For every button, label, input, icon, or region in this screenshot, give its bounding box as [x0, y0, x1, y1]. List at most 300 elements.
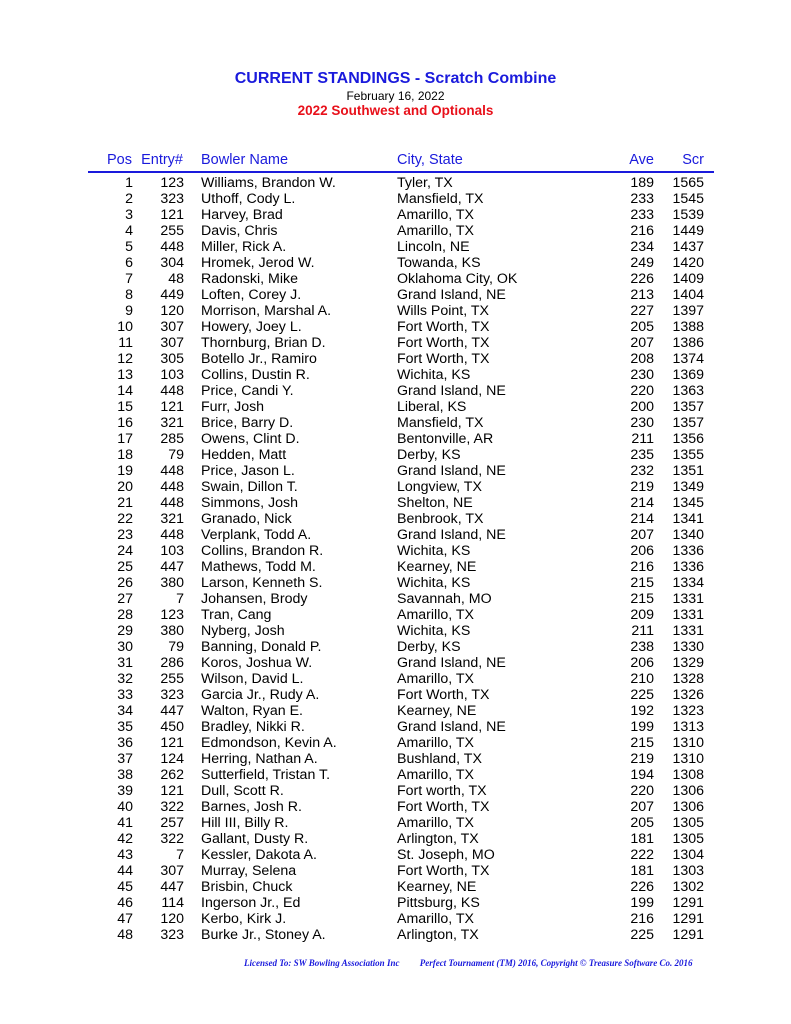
- cell-pos: 35: [117, 719, 133, 735]
- cell-pos: 5: [125, 239, 133, 255]
- cell-scr: 1306: [672, 799, 704, 815]
- cell-bowler-name: Price, Candi Y.: [201, 383, 294, 399]
- cell-city-state: Wills Point, TX: [397, 303, 489, 319]
- table-row: [0, 511, 791, 527]
- cell-ave: 207: [630, 335, 654, 351]
- cell-pos: 4: [125, 223, 133, 239]
- cell-scr: 1341: [672, 511, 704, 527]
- table-row: [0, 895, 791, 911]
- cell-ave: 216: [630, 223, 654, 239]
- cell-entry: 323: [160, 191, 184, 207]
- cell-entry: 449: [160, 287, 184, 303]
- table-row: [0, 783, 791, 799]
- cell-pos: 39: [117, 783, 133, 799]
- cell-pos: 1: [125, 175, 133, 191]
- cell-city-state: Kearney, NE: [397, 703, 477, 719]
- page-title: CURRENT STANDINGS - Scratch Combine: [234, 70, 557, 87]
- cell-entry: 307: [160, 335, 184, 351]
- cell-pos: 26: [117, 575, 133, 591]
- cell-entry: 447: [160, 559, 184, 575]
- cell-entry: 323: [160, 927, 184, 943]
- cell-pos: 42: [117, 831, 133, 847]
- table-row: [0, 239, 791, 255]
- cell-entry: 307: [160, 319, 184, 335]
- table-row: [0, 591, 791, 607]
- table-row: [0, 271, 791, 287]
- cell-city-state: Arlington, TX: [397, 831, 479, 847]
- cell-ave: 210: [630, 671, 654, 687]
- cell-scr: 1329: [672, 655, 704, 671]
- cell-city-state: Wichita, KS: [397, 575, 471, 591]
- table-row: [0, 927, 791, 943]
- cell-city-state: Oklahoma City, OK: [397, 271, 518, 287]
- cell-bowler-name: Tran, Cang: [201, 607, 272, 623]
- cell-city-state: Amarillo, TX: [397, 671, 474, 687]
- cell-city-state: Amarillo, TX: [397, 815, 474, 831]
- cell-city-state: Mansfield, TX: [397, 191, 484, 207]
- table-row: [0, 351, 791, 367]
- cell-scr: 1326: [672, 687, 704, 703]
- cell-scr: 1340: [672, 527, 704, 543]
- column-header-entry: Entry#: [141, 152, 183, 168]
- cell-bowler-name: Johansen, Brody: [201, 591, 308, 607]
- cell-bowler-name: Botello Jr., Ramiro: [201, 351, 317, 367]
- table-row: [0, 527, 791, 543]
- cell-scr: 1369: [672, 367, 704, 383]
- cell-ave: 225: [630, 927, 654, 943]
- cell-scr: 1328: [672, 671, 704, 687]
- table-row: [0, 415, 791, 431]
- table-row: [0, 863, 791, 879]
- cell-entry: 450: [160, 719, 184, 735]
- cell-entry: 448: [160, 495, 184, 511]
- cell-scr: 1357: [672, 415, 704, 431]
- table-row: [0, 543, 791, 559]
- cell-bowler-name: Ingerson Jr., Ed: [201, 895, 301, 911]
- cell-scr: 1565: [672, 175, 704, 191]
- cell-entry: 307: [160, 863, 184, 879]
- cell-bowler-name: Brice, Barry D.: [201, 415, 294, 431]
- table-row: [0, 751, 791, 767]
- cell-ave: 216: [630, 911, 654, 927]
- cell-pos: 29: [117, 623, 133, 639]
- cell-bowler-name: Radonski, Mike: [201, 271, 298, 287]
- cell-entry: 285: [160, 431, 184, 447]
- cell-city-state: Amarillo, TX: [397, 607, 474, 623]
- cell-entry: 121: [160, 207, 184, 223]
- cell-pos: 48: [117, 927, 133, 943]
- cell-entry: 48: [168, 271, 184, 287]
- cell-pos: 11: [118, 335, 133, 351]
- cell-pos: 14: [117, 383, 133, 399]
- table-row: [0, 287, 791, 303]
- cell-ave: 234: [630, 239, 654, 255]
- cell-city-state: Grand Island, NE: [397, 287, 506, 303]
- cell-scr: 1336: [672, 543, 704, 559]
- cell-scr: 1397: [672, 303, 704, 319]
- cell-pos: 18: [117, 447, 133, 463]
- cell-pos: 22: [117, 511, 133, 527]
- cell-city-state: Grand Island, NE: [397, 527, 506, 543]
- column-header-scr: Scr: [682, 152, 704, 168]
- table-row: [0, 831, 791, 847]
- cell-ave: 199: [630, 895, 654, 911]
- cell-bowler-name: Furr, Josh: [201, 399, 265, 415]
- cell-city-state: Grand Island, NE: [397, 463, 506, 479]
- cell-scr: 1545: [672, 191, 704, 207]
- cell-entry: 447: [160, 879, 184, 895]
- cell-scr: 1449: [672, 223, 704, 239]
- cell-city-state: Mansfield, TX: [397, 415, 484, 431]
- cell-ave: 205: [630, 319, 654, 335]
- table-row: [0, 799, 791, 815]
- cell-scr: 1409: [672, 271, 704, 287]
- cell-ave: 249: [630, 255, 654, 271]
- cell-ave: 192: [630, 703, 654, 719]
- cell-ave: 215: [630, 735, 654, 751]
- cell-city-state: Grand Island, NE: [397, 719, 506, 735]
- cell-scr: 1388: [672, 319, 704, 335]
- cell-pos: 20: [117, 479, 133, 495]
- cell-pos: 23: [117, 527, 133, 543]
- cell-scr: 1351: [672, 463, 704, 479]
- cell-entry: 79: [168, 639, 184, 655]
- cell-bowler-name: Burke Jr., Stoney A.: [201, 927, 326, 943]
- cell-entry: 121: [160, 735, 184, 751]
- cell-ave: 230: [630, 415, 654, 431]
- table-row: [0, 303, 791, 319]
- cell-city-state: Bentonville, AR: [397, 431, 494, 447]
- cell-city-state: Kearney, NE: [397, 559, 477, 575]
- cell-city-state: Fort Worth, TX: [397, 319, 490, 335]
- cell-entry: 255: [160, 671, 184, 687]
- cell-bowler-name: Kerbo, Kirk J.: [201, 911, 287, 927]
- table-row: [0, 495, 791, 511]
- cell-bowler-name: Hedden, Matt: [201, 447, 287, 463]
- table-row: [0, 463, 791, 479]
- cell-bowler-name: Nyberg, Josh: [201, 623, 285, 639]
- table-row: [0, 431, 791, 447]
- cell-bowler-name: Davis, Chris: [201, 223, 278, 239]
- cell-ave: 227: [630, 303, 654, 319]
- cell-scr: 1334: [672, 575, 704, 591]
- cell-city-state: Kearney, NE: [397, 879, 477, 895]
- cell-entry: 322: [160, 799, 184, 815]
- cell-city-state: Grand Island, NE: [397, 655, 506, 671]
- cell-pos: 3: [125, 207, 133, 223]
- cell-scr: 1386: [672, 335, 704, 351]
- table-row: [0, 703, 791, 719]
- cell-bowler-name: Swain, Dillon T.: [201, 479, 298, 495]
- cell-scr: 1437: [672, 239, 704, 255]
- cell-city-state: Benbrook, TX: [397, 511, 484, 527]
- cell-entry: 121: [160, 783, 184, 799]
- cell-entry: 120: [160, 303, 184, 319]
- cell-scr: 1331: [672, 607, 704, 623]
- cell-pos: 47: [117, 911, 133, 927]
- cell-scr: 1539: [672, 207, 704, 223]
- cell-entry: 79: [168, 447, 184, 463]
- cell-ave: 222: [630, 847, 654, 863]
- cell-city-state: Fort Worth, TX: [397, 351, 490, 367]
- cell-ave: 226: [630, 271, 654, 287]
- cell-city-state: Amarillo, TX: [397, 911, 474, 927]
- cell-entry: 447: [160, 703, 184, 719]
- cell-entry: 448: [160, 463, 184, 479]
- cell-ave: 226: [630, 879, 654, 895]
- cell-entry: 123: [160, 175, 184, 191]
- cell-city-state: Bushland, TX: [397, 751, 482, 767]
- cell-bowler-name: Gallant, Dusty R.: [201, 831, 309, 847]
- standings-date: February 16, 2022: [346, 89, 445, 103]
- cell-bowler-name: Edmondson, Kevin A.: [201, 735, 337, 751]
- cell-bowler-name: Granado, Nick: [201, 511, 292, 527]
- footer-license: [244, 958, 764, 968]
- table-row: [0, 479, 791, 495]
- cell-ave: 225: [630, 687, 654, 703]
- table-row: [0, 911, 791, 927]
- cell-entry: 323: [160, 687, 184, 703]
- footer-licensed-to: Licensed To: SW Bowling Association Inc: [244, 958, 400, 968]
- cell-bowler-name: Walton, Ryan E.: [201, 703, 303, 719]
- cell-pos: 21: [117, 495, 133, 511]
- cell-bowler-name: Verplank, Todd A.: [201, 527, 312, 543]
- cell-scr: 1305: [672, 815, 704, 831]
- cell-entry: 123: [160, 607, 184, 623]
- table-row: [0, 847, 791, 863]
- cell-entry: 7: [176, 847, 184, 863]
- cell-pos: 44: [117, 863, 133, 879]
- table-row: [0, 719, 791, 735]
- cell-city-state: Derby, KS: [397, 639, 461, 655]
- cell-scr: 1345: [672, 495, 704, 511]
- cell-entry: 448: [160, 383, 184, 399]
- cell-ave: 220: [630, 383, 654, 399]
- cell-pos: 33: [117, 687, 133, 703]
- cell-city-state: Lincoln, NE: [397, 239, 470, 255]
- cell-scr: 1374: [672, 351, 704, 367]
- cell-bowler-name: Koros, Joshua W.: [201, 655, 313, 671]
- cell-ave: 219: [630, 751, 654, 767]
- cell-ave: 181: [630, 831, 654, 847]
- cell-bowler-name: Bradley, Nikki R.: [201, 719, 305, 735]
- cell-scr: 1310: [672, 735, 704, 751]
- cell-entry: 448: [160, 479, 184, 495]
- table-row: [0, 207, 791, 223]
- cell-scr: 1363: [672, 383, 704, 399]
- cell-entry: 103: [160, 367, 184, 383]
- table-row: [0, 319, 791, 335]
- table-row: [0, 879, 791, 895]
- cell-scr: 1336: [672, 559, 704, 575]
- cell-pos: 19: [117, 463, 133, 479]
- cell-city-state: Grand Island, NE: [397, 383, 506, 399]
- cell-pos: 40: [117, 799, 133, 815]
- cell-scr: 1310: [672, 751, 704, 767]
- cell-bowler-name: Uthoff, Cody L.: [201, 191, 296, 207]
- table-row: [0, 623, 791, 639]
- cell-ave: 215: [630, 575, 654, 591]
- cell-city-state: Arlington, TX: [397, 927, 479, 943]
- cell-ave: 219: [630, 479, 654, 495]
- cell-pos: 30: [117, 639, 133, 655]
- cell-scr: 1323: [672, 703, 704, 719]
- table-row: [0, 607, 791, 623]
- cell-entry: 286: [160, 655, 184, 671]
- cell-city-state: Fort Worth, TX: [397, 335, 490, 351]
- cell-city-state: St. Joseph, MO: [397, 847, 495, 863]
- cell-pos: 38: [117, 767, 133, 783]
- cell-entry: 448: [160, 239, 184, 255]
- cell-city-state: Wichita, KS: [397, 623, 471, 639]
- cell-pos: 34: [117, 703, 133, 719]
- cell-city-state: Wichita, KS: [397, 367, 471, 383]
- table-row: [0, 175, 791, 191]
- cell-entry: 322: [160, 831, 184, 847]
- cell-ave: 215: [630, 591, 654, 607]
- cell-entry: 305: [160, 351, 184, 367]
- table-row: [0, 815, 791, 831]
- cell-entry: 380: [160, 575, 184, 591]
- cell-pos: 9: [125, 303, 133, 319]
- cell-city-state: Fort Worth, TX: [397, 863, 490, 879]
- cell-ave: 199: [630, 719, 654, 735]
- cell-bowler-name: Harvey, Brad: [201, 207, 283, 223]
- table-row: [0, 447, 791, 463]
- table-row: [0, 367, 791, 383]
- cell-city-state: Shelton, NE: [397, 495, 473, 511]
- cell-bowler-name: Owens, Clint D.: [201, 431, 300, 447]
- cell-bowler-name: Banning, Donald P.: [201, 639, 322, 655]
- cell-scr: 1291: [672, 927, 704, 943]
- cell-bowler-name: Morrison, Marshal A.: [201, 303, 332, 319]
- cell-ave: 233: [630, 207, 654, 223]
- table-row: [0, 223, 791, 239]
- cell-ave: 206: [630, 543, 654, 559]
- cell-city-state: Pittsburg, KS: [397, 895, 480, 911]
- cell-bowler-name: Barnes, Josh R.: [201, 799, 302, 815]
- cell-bowler-name: Miller, Rick A.: [201, 239, 287, 255]
- cell-pos: 15: [117, 399, 133, 415]
- cell-scr: 1404: [672, 287, 704, 303]
- cell-city-state: Fort worth, TX: [397, 783, 487, 799]
- table-row: [0, 399, 791, 415]
- cell-ave: 206: [630, 655, 654, 671]
- cell-scr: 1331: [672, 623, 704, 639]
- cell-ave: 181: [630, 863, 654, 879]
- cell-bowler-name: Larson, Kenneth S.: [201, 575, 323, 591]
- table-row: [0, 687, 791, 703]
- cell-bowler-name: Collins, Dustin R.: [201, 367, 310, 383]
- cell-scr: 1291: [672, 895, 704, 911]
- table-row: [0, 575, 791, 591]
- cell-pos: 8: [125, 287, 133, 303]
- table-row: [0, 559, 791, 575]
- table-row: [0, 767, 791, 783]
- cell-pos: 6: [125, 255, 133, 271]
- cell-entry: 262: [160, 767, 184, 783]
- cell-pos: 37: [117, 751, 133, 767]
- cell-scr: 1303: [672, 863, 704, 879]
- cell-scr: 1355: [672, 447, 704, 463]
- cell-bowler-name: Kessler, Dakota A.: [201, 847, 317, 863]
- cell-city-state: Derby, KS: [397, 447, 461, 463]
- cell-pos: 25: [117, 559, 133, 575]
- cell-bowler-name: Herring, Nathan A.: [201, 751, 318, 767]
- cell-ave: 235: [630, 447, 654, 463]
- header-rule: [88, 171, 714, 173]
- table-row: [0, 255, 791, 271]
- cell-scr: 1349: [672, 479, 704, 495]
- cell-entry: 7: [176, 591, 184, 607]
- event-subtitle: 2022 Southwest and Optionals: [297, 103, 494, 118]
- cell-city-state: Amarillo, TX: [397, 735, 474, 751]
- cell-city-state: Amarillo, TX: [397, 207, 474, 223]
- cell-ave: 238: [630, 639, 654, 655]
- cell-ave: 211: [631, 623, 654, 639]
- cell-entry: 257: [160, 815, 184, 831]
- column-header-city-state: City, State: [397, 152, 463, 168]
- cell-bowler-name: Loften, Corey J.: [201, 287, 302, 303]
- cell-entry: 304: [160, 255, 184, 271]
- footer-copyright: Perfect Tournament (TM) 2016, Copyright © Treasure Software Co. 2016: [419, 958, 693, 968]
- cell-entry: 103: [160, 543, 184, 559]
- cell-bowler-name: Hill III, Billy R.: [201, 815, 289, 831]
- cell-pos: 43: [117, 847, 133, 863]
- cell-scr: 1305: [672, 831, 704, 847]
- cell-scr: 1313: [672, 719, 704, 735]
- cell-city-state: Fort Worth, TX: [397, 687, 490, 703]
- cell-entry: 255: [160, 223, 184, 239]
- cell-ave: 211: [631, 431, 654, 447]
- cell-pos: 2: [125, 191, 133, 207]
- cell-bowler-name: Murray, Selena: [201, 863, 297, 879]
- column-header-pos: Pos: [107, 152, 132, 168]
- cell-ave: 208: [630, 351, 654, 367]
- table-row: [0, 335, 791, 351]
- cell-bowler-name: Collins, Brandon R.: [201, 543, 324, 559]
- cell-ave: 214: [630, 495, 654, 511]
- cell-ave: 213: [630, 287, 654, 303]
- cell-pos: 32: [117, 671, 133, 687]
- cell-scr: 1291: [672, 911, 704, 927]
- cell-ave: 189: [630, 175, 654, 191]
- cell-city-state: Amarillo, TX: [397, 223, 474, 239]
- table-row: [0, 383, 791, 399]
- cell-entry: 120: [160, 911, 184, 927]
- cell-ave: 209: [630, 607, 654, 623]
- cell-ave: 232: [630, 463, 654, 479]
- cell-ave: 214: [630, 511, 654, 527]
- cell-ave: 233: [630, 191, 654, 207]
- cell-scr: 1308: [672, 767, 704, 783]
- cell-city-state: Wichita, KS: [397, 543, 471, 559]
- cell-bowler-name: Wilson, David L.: [201, 671, 304, 687]
- column-header-ave: Ave: [629, 152, 654, 168]
- cell-entry: 321: [160, 511, 184, 527]
- cell-city-state: Longview, TX: [397, 479, 482, 495]
- cell-pos: 31: [117, 655, 133, 671]
- table-row: [0, 655, 791, 671]
- cell-scr: 1420: [672, 255, 704, 271]
- cell-bowler-name: Garcia Jr., Rudy A.: [201, 687, 320, 703]
- cell-bowler-name: Mathews, Todd M.: [201, 559, 316, 575]
- cell-pos: 16: [117, 415, 133, 431]
- table-row: [0, 639, 791, 655]
- cell-ave: 207: [630, 527, 654, 543]
- cell-entry: 124: [160, 751, 184, 767]
- cell-entry: 321: [160, 415, 184, 431]
